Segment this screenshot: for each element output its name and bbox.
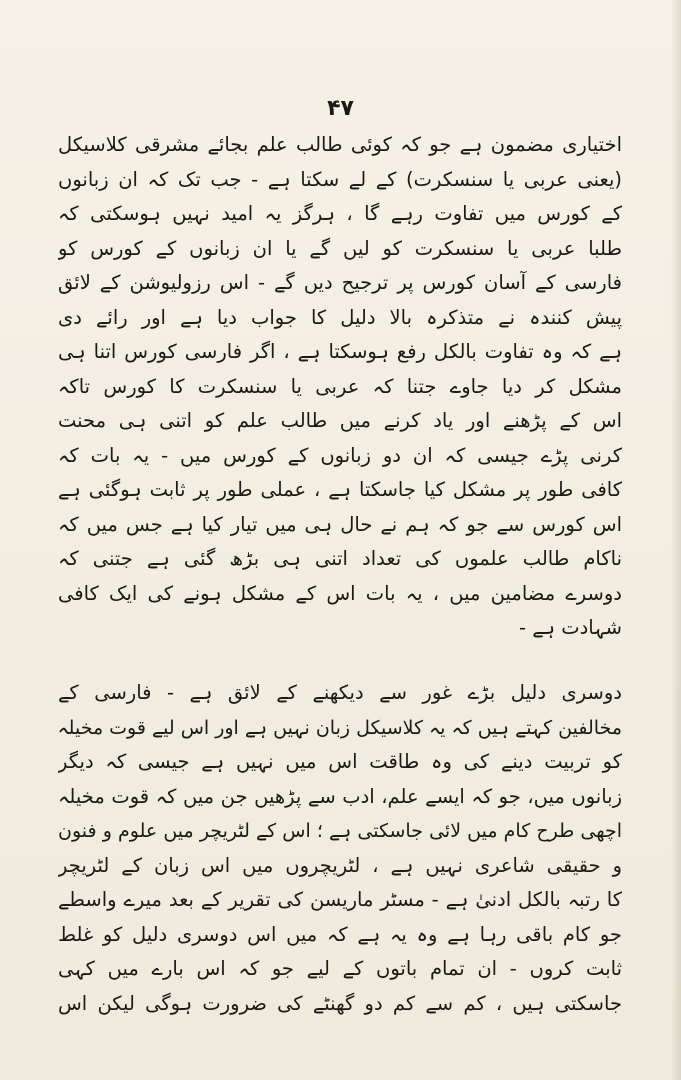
text-line: کے کورس میں تفاوت رہے گا ، ہرگز یہ امید نہیں ہوسکتی کہ xyxy=(58,202,622,225)
text-line: ناکام طالب علموں کی تعداد اتنی ہی بڑھ گئی ہے جتنی کہ xyxy=(58,547,622,570)
text-line: اس کورس سے جو کہ ہم نے حال ہی میں تیار کیا ہے جس میں کہ xyxy=(58,512,622,536)
text-line: کا رتبہ بالکل ادنیٰ ہے - مسٹر ماریسن کی تقریر کے بعد میرے واسطے xyxy=(58,888,622,911)
paragraph-1 xyxy=(58,128,622,646)
text-line: اچھی طرح کام میں لائی جاسکتی ہے ؛ اس کے لٹریچر میں علوم و فنون xyxy=(58,820,622,842)
text-line: کو تربیت دینے کی وہ طاقت اس میں نہیں ہے جیسی کہ دیگر xyxy=(58,750,622,773)
page-number: ۴۷ xyxy=(327,96,354,121)
text-line: ثابت کروں - ان تمام باتوں کے لیے جو کہ اس بارے میں کہی xyxy=(58,957,622,980)
text-line: مشکل کر دیا جاوے جتنا کہ عربی یا سنسکرت کا کورس تاکہ xyxy=(58,374,622,398)
text-line: اس کے پڑھنے اور یاد کرنے میں طالب علم کو اتنی ہی محنت xyxy=(58,409,622,432)
paragraph-2 xyxy=(58,676,622,1021)
text-line: ہے کہ وہ تفاوت بالکل رفع ہوسکتا ہے ، اگر فارسی کورس اتنا ہی xyxy=(58,340,622,363)
text-line: دوسرے مضامین میں ، یہ بات اس کے مشکل ہونے کی ایک کافی xyxy=(58,581,622,605)
text-line: شہادت ہے - xyxy=(518,616,622,639)
text-line: زبانوں میں، جو کہ ایسے علم، ادب سے پڑھیں جن میں کہ قوت مخیلہ xyxy=(58,784,622,808)
text-line: کافی طور پر مشکل کیا جاسکتا ہے ، عملی طور پر ثابت ہوگئی ہے xyxy=(58,478,622,501)
text-line: جاسکتی ہیں ، کم سے کم دو گھنٹے کی ضرورت ہوگی لیکن اس xyxy=(58,991,622,1015)
text-line: دوسری دلیل بڑے غور سے دیکھنے کے لائق ہے - فارسی کے xyxy=(58,681,622,704)
text-line: و حقیقی شاعری نہیں ہے ، لٹریچروں میں اس زبان کے لٹریچر xyxy=(58,853,622,877)
text-line: طلبا عربی یا سنسکرت کو لیں گے یا ان زبانوں کے کورس کو xyxy=(58,236,622,260)
page-edge-shadow xyxy=(671,0,681,1080)
text-line: پیش کنندہ نے متذکرہ بالا دلیل کا جواب دیا ہے اور رائے دی xyxy=(58,305,622,329)
text-line: مخالفین کہتے ہیں کہ یہ کلاسیکل زبان نہیں ہے اور اس لیے قوت مخیلہ xyxy=(58,716,622,739)
text-line: (یعنی عربی یا سنسکرت) کے لے سکتا ہے - جب تک کہ ان زبانوں xyxy=(58,167,622,191)
text-line: اختیاری مضمون ہے جو کہ کوئی طالب علم بجائے مشرقی کلاسیکل xyxy=(58,133,622,156)
text-line: فارسی کے آسان کورس پر ترجیح دیں گے - اس رزولیوشن کے لائق xyxy=(58,271,622,294)
text-line: جو کام باقی رہا ہے وہ یہ ہے کہ میں اس دوسری دلیل کو غلط xyxy=(58,922,622,946)
text-line: کرنی پڑے جیسی کہ ان دو زبانوں کے کورس میں - یہ بات کہ xyxy=(58,443,622,467)
